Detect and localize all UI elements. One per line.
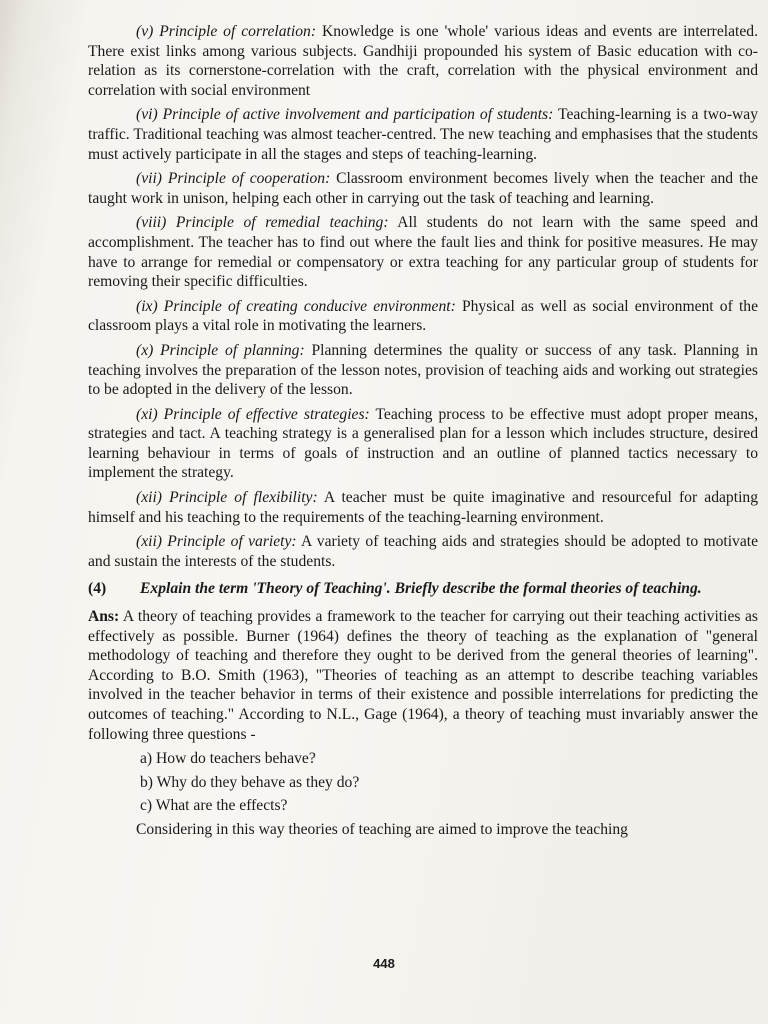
answer-text: A theory of teaching provides a framework to the teacher for carrying out their teaching activities as effectively as possible. Burner (1964) defines the theory of teaching as the explanation of "general methodology of teaching and therefore they ought to be derived from the general theories of learning". According to B.O. Smith (1963), "Theories of teaching as an attempt to describe teaching variables involved in the teacher behavior in terms of their existence and possible interrelations for predicting the outcomes of teaching." According to N.L., Gage (1964), a theory of teaching must invariably answer the following three questions - (88, 608, 758, 743)
principle-text: A teacher must be quite imaginative and resourceful for adapting himself and his teaching to the requirements of the teaching-learning environment. (88, 489, 758, 526)
principle-title: (v) Principle of correlation: (136, 23, 317, 40)
principle-text: A variety of teaching aids and strategies should be adopted to motivate and sustain the interests of the students. (88, 533, 759, 570)
principle-title: (xii) Principle of flexibility: (136, 489, 318, 507)
principle-text: Classroom environment becomes lively when the teacher and the taught work in unison, helping each other in carrying out the task of teaching and learning. (88, 170, 759, 207)
principle-paragraph (88, 22, 758, 100)
question-text: Explain the term 'Theory of Teaching'. Briefly describe the formal theories of teaching. (140, 580, 702, 598)
principle-title: (xi) Principle of effective strategies: (136, 405, 370, 423)
principle-text: All students do not learn with the same speed and accomplishment. The teacher has to find out where the fault lies and think for positive measures. He may have to arrange for remedial or compensatory or extra teaching for any particular group of students for removing their specific difficulties. (88, 214, 758, 291)
answer-paragraph (88, 607, 758, 744)
principle-text: Teaching-learning is a two-way traffic. Traditional teaching was almost teacher-centred. The new teaching and emphasises that the students must actively participate in all the stages and steps of teaching-learning. (88, 106, 758, 163)
principle-text: Physical as well as social environment of the classroom plays a vital role in motivating the learners. (88, 297, 758, 335)
principle-paragraph (88, 213, 758, 291)
principle-paragraph (88, 297, 758, 336)
principle-title: (viii) Principle of remedial teaching: (136, 214, 389, 232)
principle-title: (x) Principle of planning: (136, 341, 305, 359)
page-body (88, 22, 758, 845)
principle-paragraph (88, 488, 758, 527)
principle-paragraph (88, 532, 758, 571)
principle-paragraph (88, 405, 758, 483)
principle-paragraph (88, 341, 758, 400)
principle-title: (ix) Principle of creating conducive environment: (136, 297, 456, 315)
principle-title: (xii) Principle of variety: (136, 533, 297, 551)
principle-title: (vi) Principle of active involvement and participation of students: (136, 106, 554, 124)
principle-text: Planning determines the quality or success of any task. Planning in teaching involves the preparation of the lesson notes, provision of teaching aids and working out strategies to be adopted in the delivery of the lesson. (88, 341, 758, 399)
question-number: (4) (88, 580, 107, 598)
principle-title: (vii) Principle of cooperation: (136, 170, 331, 188)
principle-text: Teaching process to be effective must adopt proper means, strategies and tact. A teaching strategy is a generalised plan for a lesson which includes structure, desired learning behaviour in terms of goals of instruction and an outline of planned tactics necessary to implement the strategy. (88, 405, 758, 482)
list-item: b) Why do they behave as they do? (140, 773, 360, 791)
closing-paragraph: Considering in this way theories of teaching are aimed to improve the teaching (136, 820, 628, 838)
list-item: c) What are the effects? (140, 797, 288, 815)
page-number: 448 (373, 956, 395, 971)
principle-paragraph (88, 169, 758, 208)
principle-paragraph (88, 105, 758, 164)
question-heading (88, 579, 758, 599)
answer-label: Ans: (88, 608, 120, 626)
principle-text: Knowledge is one 'whole' various ideas and events are interrelated. There exist links among various subjects. Gandhiji propounded his system of Basic education with co-relation as its cornerstone-correlation with the craft, correlation with the physical environment and correlation with social environment (88, 23, 758, 99)
sub-question-list (88, 749, 758, 816)
list-item: a) How do teachers behave? (140, 750, 316, 768)
